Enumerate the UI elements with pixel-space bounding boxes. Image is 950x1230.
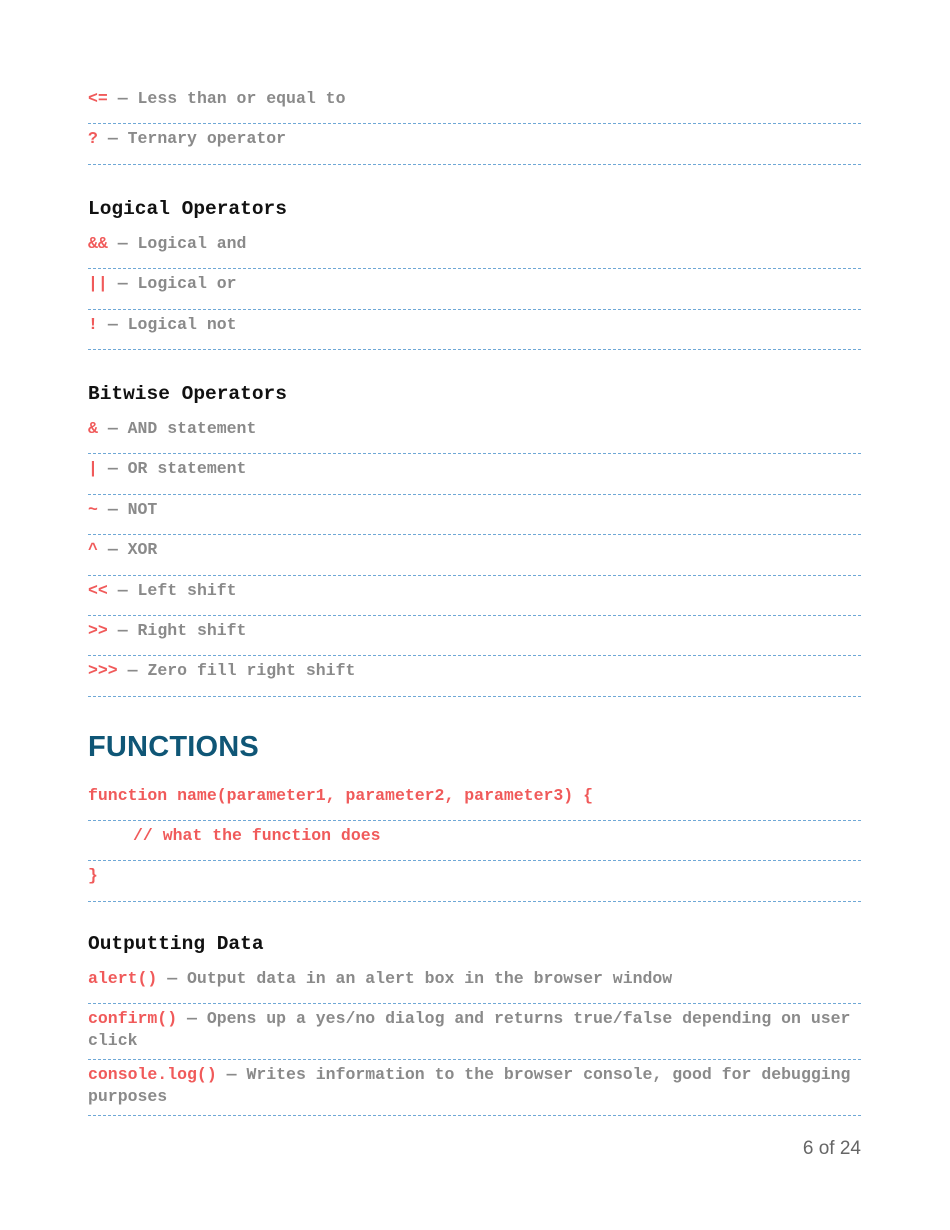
operator-description: Right shift — [137, 620, 247, 640]
operator-row — [88, 229, 861, 269]
separator: — — [107, 499, 118, 519]
operator-row — [88, 576, 861, 616]
operator-row — [88, 414, 861, 454]
separator: — — [117, 620, 128, 640]
operator-description: Zero fill right shift — [147, 661, 356, 681]
bitwise-operators-heading: Bitwise Operators — [88, 382, 287, 405]
method-name: confirm() — [88, 1009, 178, 1029]
operator-symbol: >> — [88, 620, 108, 640]
operator-row — [88, 454, 861, 494]
method-row — [88, 1004, 861, 1060]
method-row — [88, 1060, 861, 1116]
separator: — — [117, 274, 128, 294]
separator: — — [187, 1009, 197, 1029]
method-row — [88, 964, 861, 1004]
operator-row — [88, 656, 861, 696]
page-content — [88, 84, 861, 1116]
operator-symbol: && — [88, 233, 108, 253]
operator-description: Logical not — [127, 314, 237, 334]
operator-symbol: ~ — [88, 499, 98, 519]
operator-symbol: | — [88, 459, 98, 479]
operator-row — [88, 535, 861, 575]
operator-description: Ternary operator — [127, 129, 287, 149]
operator-description: AND statement — [127, 418, 257, 438]
page-number: 6 of 24 — [802, 1138, 861, 1159]
operator-row — [88, 124, 861, 164]
operator-row — [88, 84, 861, 124]
operator-description: XOR — [127, 540, 158, 560]
separator: — — [107, 540, 118, 560]
operator-symbol: ? — [88, 129, 98, 149]
separator: — — [107, 459, 118, 479]
operator-symbol: >>> — [88, 661, 118, 681]
method-description: Opens up a yes/no dialog and returns true/false depending on user click — [88, 1009, 851, 1051]
separator: — — [107, 418, 118, 438]
operator-row — [88, 616, 861, 656]
method-description: Output data in an alert box in the browser window — [187, 968, 673, 988]
operator-description: OR statement — [127, 459, 247, 479]
separator: — — [117, 580, 128, 600]
separator: — — [226, 1065, 237, 1085]
outputting-data-heading: Outputting Data — [88, 932, 264, 955]
operator-description: Left shift — [137, 580, 237, 600]
operator-description: NOT — [127, 499, 158, 519]
operator-description: Logical and — [137, 233, 247, 253]
operator-symbol: ^ — [88, 540, 98, 560]
code-line: // what the function does — [88, 821, 861, 861]
operator-symbol: ! — [88, 314, 98, 334]
code-line: function name(parameter1, parameter2, parameter3) { — [88, 781, 861, 821]
operator-symbol: <= — [88, 89, 108, 108]
separator: — — [117, 89, 128, 108]
method-description: Writes information to the browser console, good for debugging purposes — [88, 1065, 851, 1107]
separator: — — [127, 661, 138, 681]
logical-operators-heading: Logical Operators — [88, 197, 287, 220]
operator-symbol: << — [88, 580, 108, 600]
operator-description: Less than or equal to — [137, 89, 346, 108]
separator: — — [107, 129, 118, 149]
operator-row — [88, 269, 861, 309]
separator: — — [117, 233, 128, 253]
method-name: alert() — [88, 968, 158, 988]
separator: — — [107, 314, 118, 334]
separator: — — [167, 968, 178, 988]
operator-row — [88, 495, 861, 535]
code-line: } — [88, 861, 861, 901]
operator-row — [88, 310, 861, 350]
functions-section-title: FUNCTIONS — [88, 730, 259, 763]
operator-description: Logical or — [137, 274, 237, 294]
method-name: console.log() — [88, 1065, 217, 1085]
operator-symbol: & — [88, 418, 98, 438]
operator-symbol: || — [88, 274, 108, 294]
